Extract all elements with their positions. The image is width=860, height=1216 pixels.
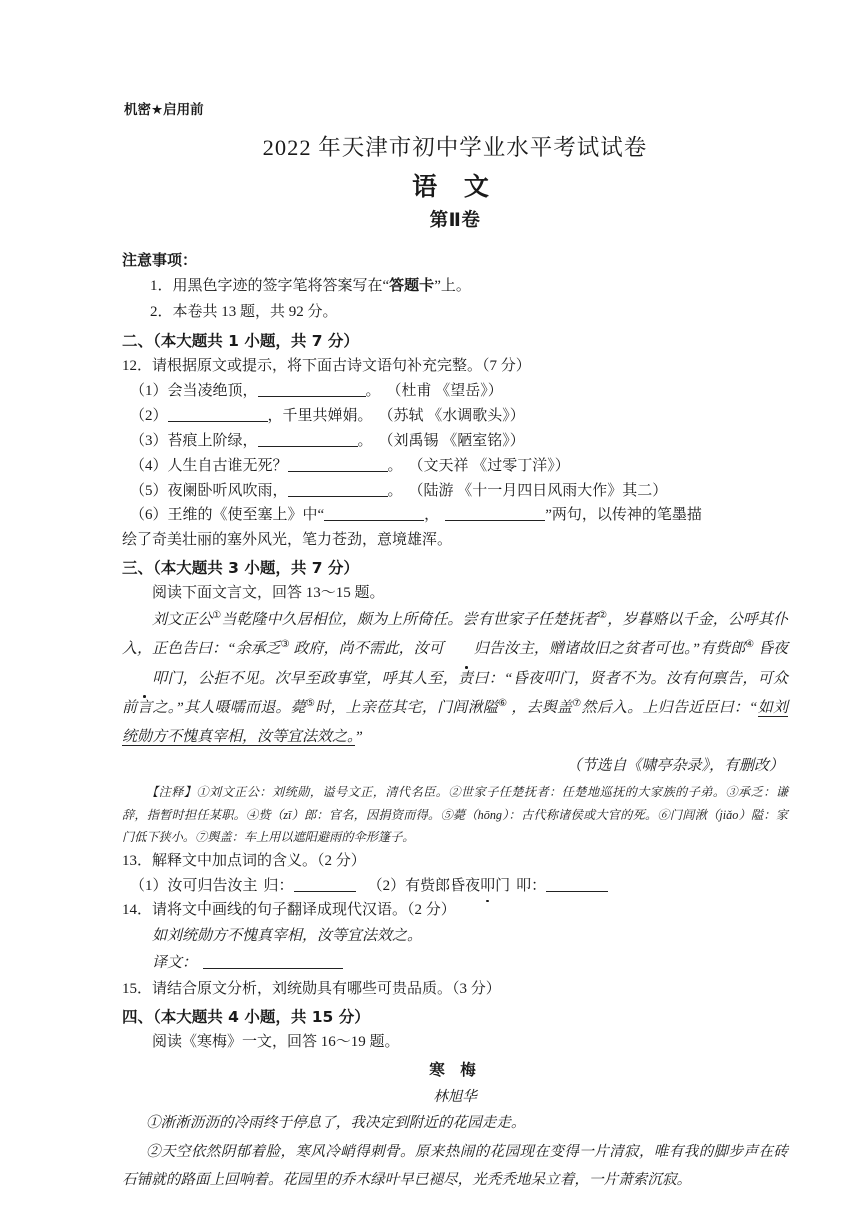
volume-title: 第Ⅱ卷	[429, 210, 481, 232]
footnote-ref-3: ③	[280, 639, 290, 651]
answer-blank[interactable]	[294, 891, 356, 892]
q13-item2-pre: （2）有赀郎昏夜	[367, 877, 481, 894]
page-title: 2022 年天津市初中学业水平考试试卷	[262, 134, 648, 160]
question-12: 12．请根据原文或提示，将下面古诗文语句补充完整。（7 分）	[122, 358, 531, 375]
passage-text: ，岁暮赂以千金，公呼其仆入，正色告曰：“余承乏	[122, 612, 788, 658]
notice-item-1-post: ”上。	[434, 278, 471, 295]
footnotes-text: ①刘文正公：刘统勋，谥号文正，清代名臣。②世家子任楚抚者：任楚地巡抚的大家族的子弟。③承乏：谦辞，指暂时担任某职。④赀（zī）郎：官名，因捐资而得。⑤薨（hōng）：古代称诸侯或大官的死。⑥门闾湫（jiǎo）隘：家门低下狭小。⑦舆盖：车上用以遮阳避雨的伞形篷子。	[122, 784, 789, 845]
emphasis-char-gui: 归	[444, 635, 489, 664]
item-number: （2）	[130, 407, 168, 424]
item-number: （3）	[130, 432, 168, 449]
classical-passage	[122, 606, 788, 752]
secrecy-label: 机密★启用前	[124, 102, 204, 118]
item-text-post: ，千里共婵娟。	[267, 407, 373, 424]
item-text-pre: 人生自古谁无死？	[167, 457, 288, 474]
item-number: （5）	[130, 482, 168, 499]
q13-item1-pre: （1）汝可	[130, 877, 198, 894]
section-four-instruction: 阅读《寒梅》一文，回答 16～19 题。	[152, 1034, 400, 1051]
answer-blank[interactable]	[258, 396, 366, 397]
answer-blank[interactable]	[288, 496, 388, 497]
passage-text: 告汝主，赠诸故旧之贫者可也。”有赀郎	[488, 641, 746, 658]
item-text-post: ”两句，以传神的笔墨描	[545, 507, 702, 524]
passage-text: ”	[354, 729, 363, 746]
question-12-item-6-line2: 绘了奇美壮丽的塞外风光，笔力苍劲，意境雄浑。	[122, 532, 453, 549]
item-source: （陆游 《十一月四日风雨大作》其二）	[408, 482, 668, 499]
item-text-mid: ，	[424, 507, 440, 524]
answer-blank[interactable]	[546, 891, 608, 892]
answer-blank[interactable]	[203, 968, 343, 969]
question-12-item-6	[122, 503, 788, 528]
passage-source: （节选自《啸亭杂录》，有删改）	[566, 758, 784, 775]
passage-text: 政府，尚不需此，汝可	[289, 641, 444, 658]
emphasis-char-gui: 归	[198, 874, 213, 899]
item-text-post: 。	[357, 432, 373, 449]
answer-blank[interactable]	[258, 446, 358, 447]
footnote-ref-2: ②	[598, 610, 608, 622]
q13-item1-mid: 告汝主	[212, 877, 258, 894]
notice-item-1	[122, 273, 788, 300]
question-13: 13．解释文中加点词的含义。（2 分）	[122, 852, 366, 869]
item-text-pre: 夜阑卧听风吹雨，	[167, 482, 288, 499]
answer-blank[interactable]	[445, 520, 545, 521]
section-four-heading: 四、（本大题共 4 小题，共 15 分）	[122, 1008, 370, 1027]
item-source: （文天祥 《过零丁洋》）	[408, 457, 570, 474]
item-source: （刘禹锡 《陋室铭》）	[378, 432, 525, 449]
footnote-ref-5: ⑤	[305, 697, 316, 709]
footnotes-block	[122, 781, 788, 849]
footnote-ref-4: ④	[745, 639, 755, 651]
section-three-heading: 三、（本大题共 3 小题，共 7 分）	[122, 559, 359, 578]
item-number: （4）	[130, 457, 168, 474]
notice-item-1-emphasis: 答题卡	[389, 276, 435, 295]
notice-item-1-pre: 1．用黑色字迹的签字笔将答案写在“	[150, 278, 390, 295]
answer-blank[interactable]	[168, 421, 268, 422]
footnote-ref-1: ①	[212, 610, 222, 622]
page-content	[122, 104, 788, 1194]
footnote-ref-7: ⑦	[572, 697, 582, 709]
q13-item2-mid: 门	[495, 877, 511, 894]
passage-text: 昏夜	[754, 641, 788, 658]
notice-item-2: 2．本卷共 13 题，共 92 分。	[150, 304, 338, 321]
underlined-sentence: 如刘统勋方不愧真宰相，汝等宜法效之。	[122, 699, 788, 746]
item-text-pre: （6）王维的《使至塞上》中“	[130, 507, 325, 524]
article-paragraph-2: ②天空依然阴郁着脸，寒风冷峭得刺骨。原来热闹的花园现在变得一片清寂，唯有我的脚步声在砖石铺就的路面上回响着。花园里的乔木绿叶早已褪尽，光秃秃地呆立着，一片萧索沉寂。	[122, 1143, 788, 1188]
article-paragraph-1: ①淅淅沥沥的冷雨终于停息了，我决定到附近的花园走走。	[146, 1115, 526, 1132]
answer-blank[interactable]	[288, 471, 388, 472]
item-text-post: 。	[365, 382, 381, 399]
footnotes-label: 【注释】	[146, 784, 197, 799]
item-source: （杜甫 《望岳》）	[386, 382, 503, 399]
answer-blank[interactable]	[324, 520, 424, 521]
question-12-item-3	[122, 429, 788, 454]
emphasis-char-kou: 叩	[122, 665, 167, 694]
article-author: 林旭华	[433, 1089, 477, 1106]
passage-text: ，去舆盖	[507, 699, 573, 716]
emphasis-char-kou: 叩	[480, 874, 495, 899]
question-13-subitems	[122, 874, 788, 899]
question-12-item-1	[122, 379, 788, 404]
q13-item2-label: 叩：	[516, 877, 547, 894]
section-two-heading: 二、（本大题共 1 小题，共 7 分）	[122, 331, 359, 350]
passage-text: 刘文正公	[152, 612, 213, 629]
question-15: 15．请结合原文分析，刘统勋具有哪些可贵品质。（3 分）	[122, 981, 501, 998]
passage-text: 时，上亲莅其宅，门闾湫隘	[315, 699, 499, 716]
notice-heading: 注意事项：	[122, 250, 198, 269]
question-12-item-2	[122, 404, 788, 429]
question-12-item-5	[122, 479, 788, 504]
passage-text: 门，公拒不见。次早至政事堂，呼其人至，责曰：“昏夜叩门，贤者不为。汝有何禀告，可众前言之。”其人嗫嚅而退。薨	[122, 670, 788, 716]
item-number: （1）	[130, 382, 168, 399]
answer-label: 译文：	[152, 955, 198, 972]
item-text-pre: 会当凌绝顶，	[167, 382, 258, 399]
item-source: （苏轼 《水调歌头》）	[378, 407, 525, 424]
subject-title: 语 文	[412, 171, 498, 201]
question-12-item-4	[122, 454, 788, 479]
q13-item1-label: 归：	[263, 877, 294, 894]
question-14: 14．请将文中画线的句子翻译成现代汉语。（2 分）	[122, 902, 456, 919]
passage-text: 当乾隆中久居相位，颇为上所倚任。尝有世家子任楚抚者	[221, 612, 599, 629]
article-title: 寒 梅	[429, 1061, 481, 1080]
item-text-pre: 苔痕上阶绿，	[167, 432, 258, 449]
passage-text: 然后入。上归告近臣曰：“	[581, 699, 758, 716]
item-text-post: 。	[387, 457, 403, 474]
question-14-sentence: 如刘统勋方不愧真宰相，汝等宜法效之。	[152, 928, 423, 945]
item-text-post: 。	[387, 482, 403, 499]
footnote-ref-6: ⑥	[498, 697, 508, 709]
question-14-answer-row	[122, 950, 788, 977]
section-three-instruction: 阅读下面文言文，回答 13～15 题。	[152, 585, 385, 602]
